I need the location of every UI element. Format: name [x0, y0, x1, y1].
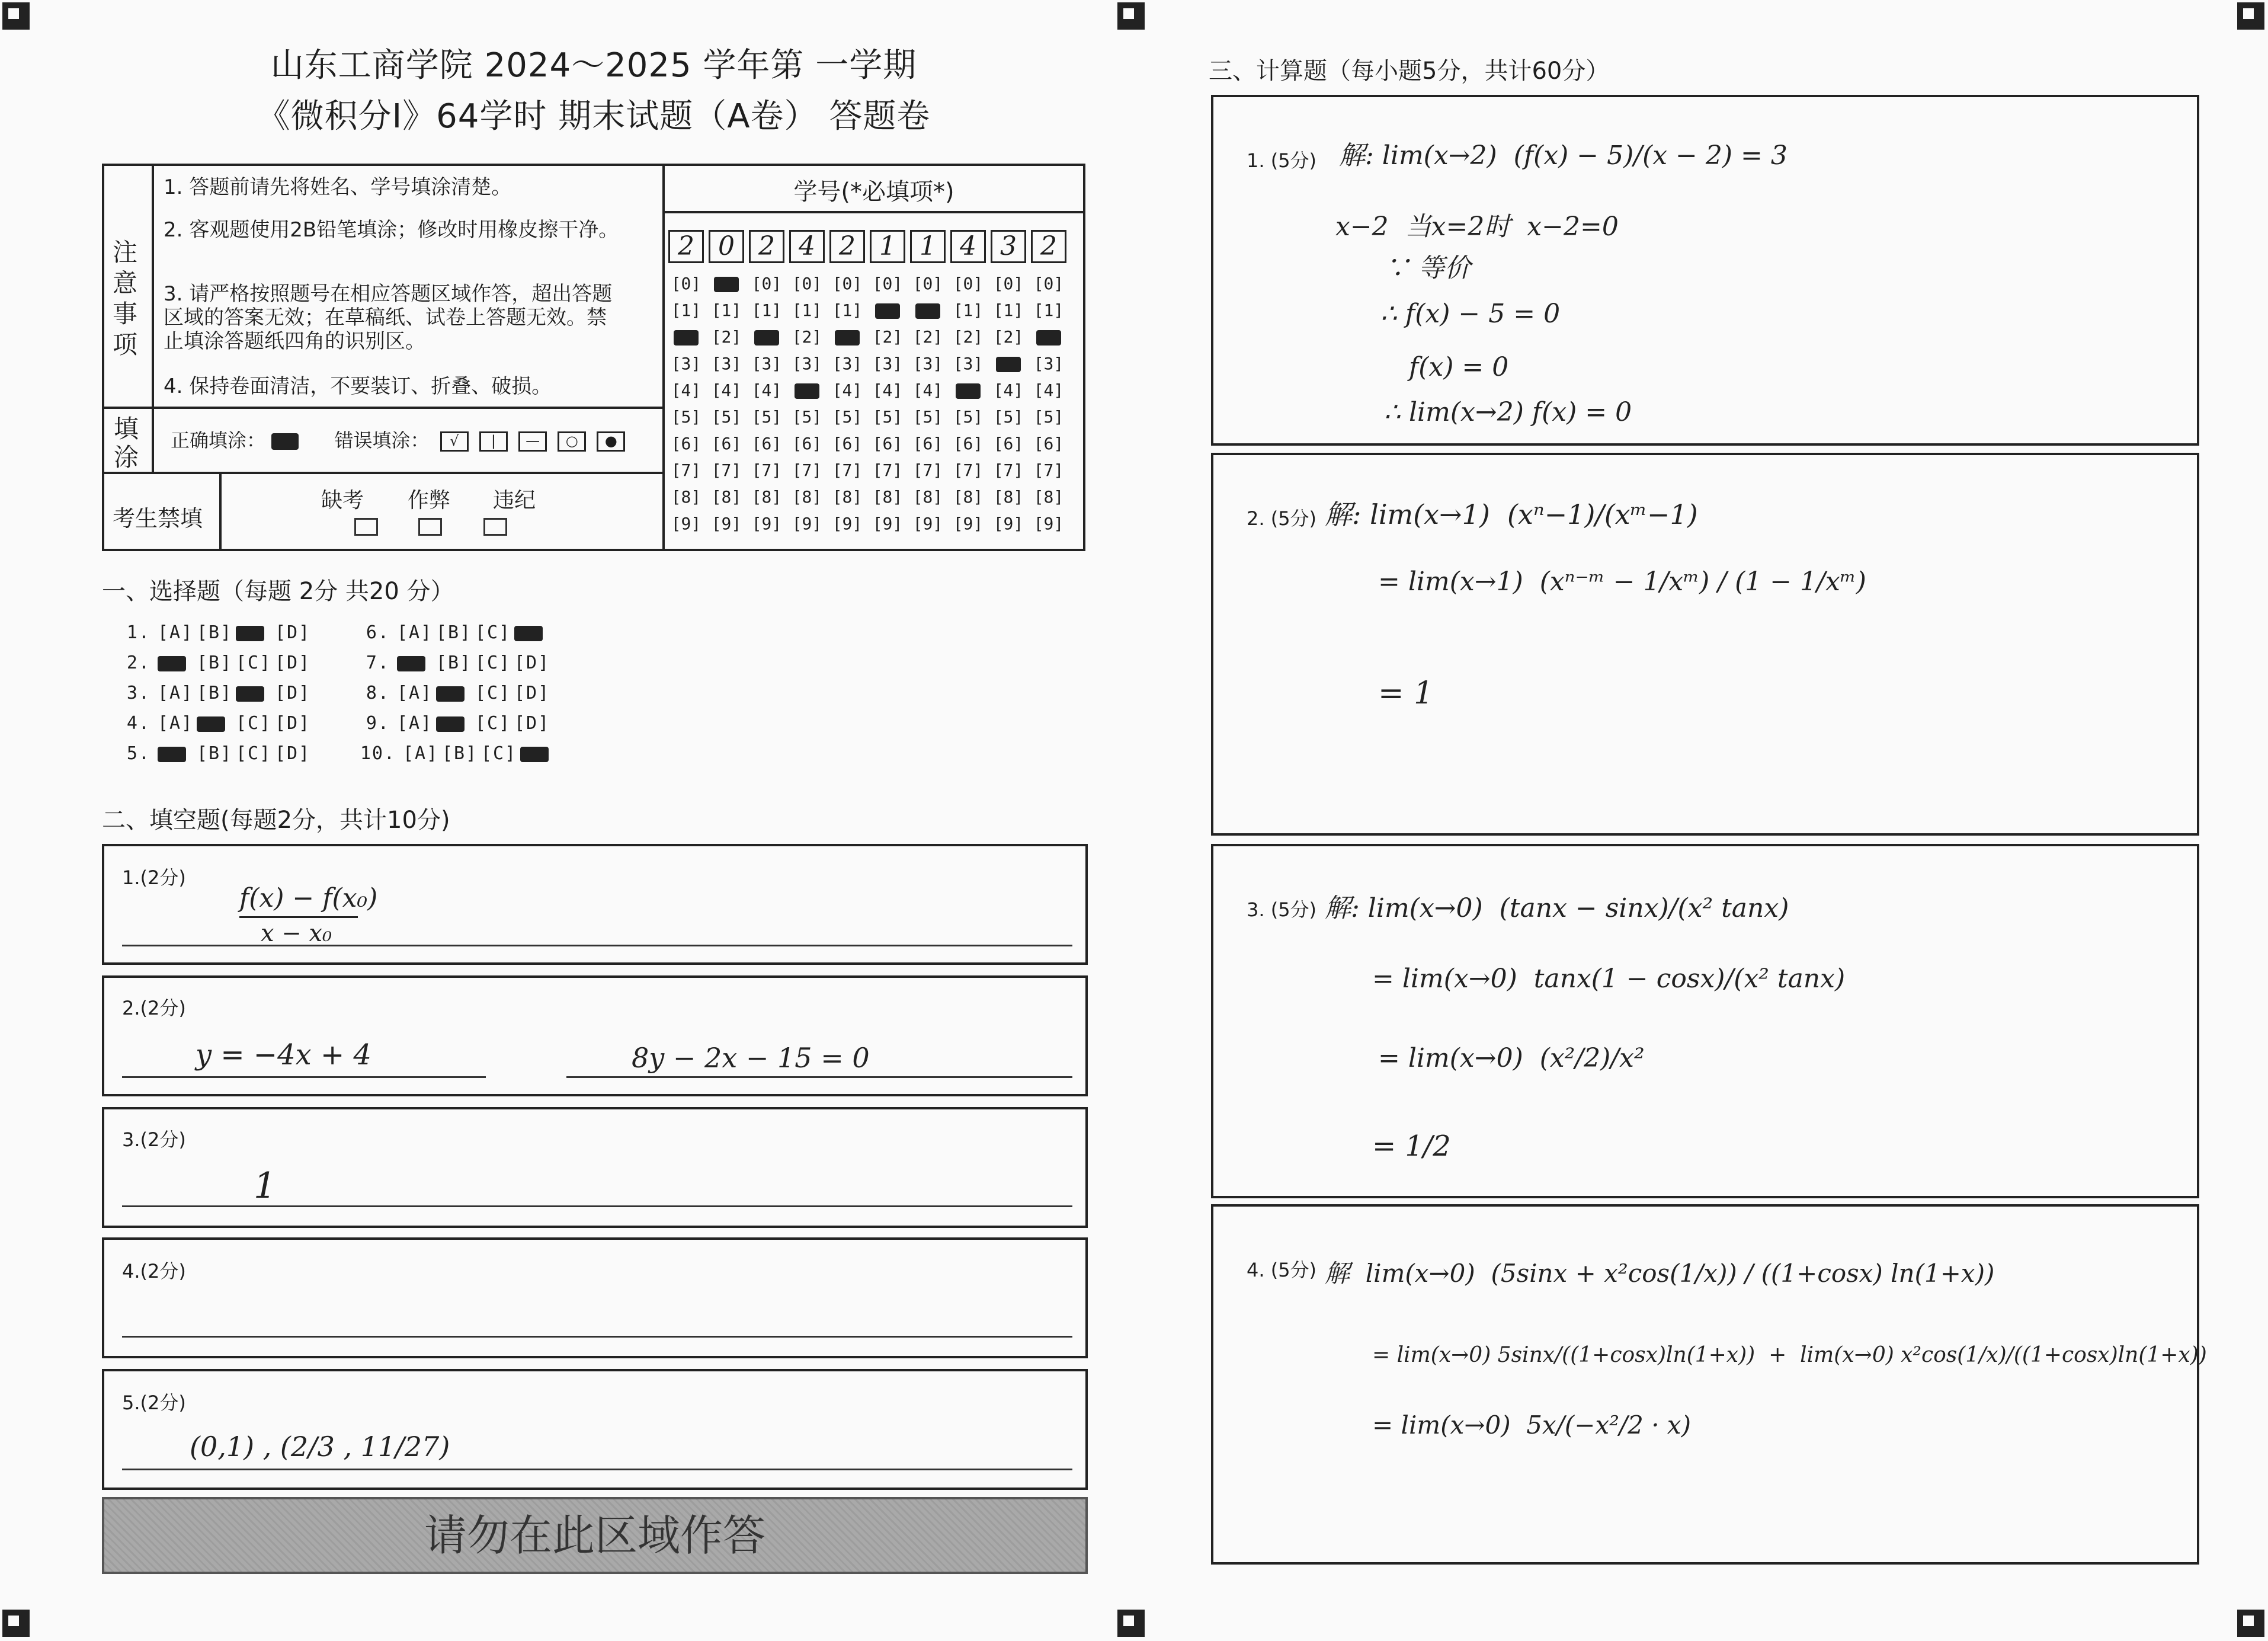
student-id-bubble[interactable]: [3] — [912, 354, 943, 373]
student-id-bubble[interactable]: [8] — [953, 487, 984, 507]
student-id-bubble[interactable]: [7] — [1033, 460, 1064, 480]
student-id-bubble[interactable]: [1] — [1033, 300, 1064, 320]
mc-question-row — [118, 713, 314, 734]
student-id-bubble[interactable]: [0] — [671, 274, 701, 293]
mc-option[interactable]: [A] — [403, 743, 439, 764]
student-id-bubble[interactable]: [3] — [671, 354, 701, 373]
mc-question-number: 4. — [126, 713, 150, 734]
student-id-digit-box[interactable]: 0 — [709, 230, 744, 263]
student-id-bubble[interactable]: [1] — [953, 300, 984, 320]
student-id-bubble[interactable]: [1] — [751, 300, 782, 320]
student-id-bubble[interactable]: [6] — [832, 434, 863, 453]
student-id-bubble-filled[interactable] — [749, 324, 784, 350]
student-id-digit-box[interactable]: 2 — [1031, 230, 1066, 263]
student-id-bubble[interactable]: [6] — [993, 434, 1024, 453]
student-id-digit-box[interactable]: 4 — [950, 230, 986, 263]
student-id-bubble[interactable]: [0] — [953, 274, 984, 293]
mc-option-filled[interactable] — [436, 713, 475, 734]
student-id-bubble-filled[interactable] — [870, 297, 905, 324]
student-id-bubble[interactable]: [6] — [711, 434, 742, 453]
fill-q3-box — [102, 1107, 1088, 1228]
mc-option-filled[interactable] — [397, 652, 436, 673]
mc-option[interactable]: [B] — [442, 743, 478, 764]
calc-q3-line-1: 解: lim(x→0) (tanx − sinx)/(x² tanx) — [1325, 893, 1789, 923]
forbid-label: 考生禁填 — [113, 506, 203, 532]
student-id-column — [789, 270, 825, 537]
student-id-digit-box[interactable]: 3 — [991, 230, 1026, 263]
student-id-column — [870, 270, 905, 537]
fill-q1-denominator: x − x₀ — [261, 920, 332, 947]
mc-option[interactable]: [D] — [275, 622, 311, 643]
fill-q2-answer-a: y = −4x + 4 — [196, 1038, 371, 1071]
student-id-digit-box[interactable]: 1 — [870, 230, 905, 263]
student-id-bubble[interactable]: [8] — [671, 487, 701, 507]
student-id-bubble[interactable]: [9] — [1033, 514, 1064, 533]
mc-option[interactable]: [B] — [436, 622, 472, 643]
student-id-bubble[interactable]: [4] — [993, 380, 1024, 400]
forbid-checkbox-violation[interactable] — [483, 518, 507, 536]
calc-q1-line-5: f(x) = 0 — [1409, 352, 1509, 382]
student-id-bubble[interactable]: [9] — [711, 514, 742, 533]
student-id-bubble[interactable]: [4] — [832, 380, 863, 400]
calc-q1-line-4: ∴ f(x) − 5 = 0 — [1380, 299, 1561, 329]
student-id-bubble[interactable]: [8] — [1033, 487, 1064, 507]
student-id-title: 学号(*必填项*) — [793, 178, 954, 206]
mc-question-row — [358, 713, 553, 734]
student-id-bubble-filled[interactable] — [829, 324, 865, 350]
notice-divider-h1 — [102, 407, 664, 409]
student-id-bubble[interactable]: [0] — [993, 274, 1024, 293]
calc-q3-line-3: = lim(x→0) (x²/2)/x² — [1378, 1043, 1645, 1073]
fill-q1-label: 1.(2分) — [122, 866, 186, 889]
fill-q2-label: 2.(2分) — [122, 997, 186, 1019]
mc-option[interactable]: [D] — [514, 713, 550, 734]
student-id-bubble[interactable]: [4] — [912, 380, 943, 400]
student-id-bubble[interactable]: [2] — [912, 327, 943, 347]
student-id-bubble[interactable]: [6] — [1033, 434, 1064, 453]
student-id-bubble[interactable]: [6] — [953, 434, 984, 453]
forbidden-zone — [102, 1497, 1088, 1574]
student-id-bubble[interactable]: [0] — [912, 274, 943, 293]
student-id-bubble[interactable]: [6] — [912, 434, 943, 453]
forbid-checkbox-absent[interactable] — [354, 518, 378, 536]
mc-option[interactable]: [D] — [275, 743, 311, 764]
student-id-bubble[interactable]: [5] — [953, 407, 984, 427]
student-id-title-rule — [662, 211, 1085, 213]
fill-q2-answer-line-b[interactable] — [566, 1076, 1072, 1078]
forbid-divider-vertical — [219, 472, 222, 551]
student-id-digit-box[interactable]: 2 — [668, 230, 704, 263]
fill-q3-answer-line[interactable] — [122, 1205, 1072, 1207]
student-id-bubble[interactable]: [7] — [872, 460, 903, 480]
notice-divider-h2 — [102, 472, 664, 474]
student-id-bubble[interactable]: [3] — [792, 354, 822, 373]
student-id-bubble[interactable]: [5] — [711, 407, 742, 427]
student-id-column — [709, 270, 744, 537]
mc-option[interactable]: [A] — [158, 683, 194, 703]
student-id-bubble[interactable]: [1] — [671, 300, 701, 320]
student-id-bubble[interactable]: [6] — [671, 434, 701, 453]
student-id-bubble[interactable]: [0] — [872, 274, 903, 293]
mc-option[interactable]: [D] — [275, 652, 311, 673]
notice-item-3: 3. 请严格按照题号在相应答题区域作答，超出答题区域的答案无效；在草稿纸、试卷上答题无效。禁止填涂答题纸四角的识别区。 — [164, 282, 613, 353]
mc-option-filled[interactable] — [236, 622, 275, 643]
mc-option[interactable]: [C] — [475, 683, 511, 703]
student-id-bubble[interactable]: [7] — [711, 460, 742, 480]
student-id-bubble[interactable]: [7] — [671, 460, 701, 480]
calc-q2-line-1: 解: lim(x→1) (xⁿ−1)/(xᵐ−1) — [1325, 498, 1698, 530]
student-id-bubble[interactable]: [3] — [711, 354, 742, 373]
fill-q5-label: 5.(2分) — [122, 1392, 186, 1414]
mc-option[interactable]: [C] — [475, 652, 511, 673]
mc-option[interactable]: [C] — [236, 743, 272, 764]
student-id-bubble[interactable]: [2] — [872, 327, 903, 347]
student-id-bubble[interactable]: [1] — [993, 300, 1024, 320]
mc-option[interactable]: [D] — [275, 713, 311, 734]
student-id-bubble[interactable]: [9] — [872, 514, 903, 533]
student-id-bubble[interactable]: [4] — [1033, 380, 1064, 400]
fill-q3-label: 3.(2分) — [122, 1128, 186, 1151]
student-id-bubble[interactable]: [8] — [993, 487, 1024, 507]
mc-option-filled[interactable] — [514, 622, 553, 643]
corner-marker-top-right — [2237, 2, 2264, 30]
student-id-bubble[interactable]: [4] — [711, 380, 742, 400]
mc-question-row — [358, 622, 553, 643]
student-id-bubble[interactable]: [8] — [912, 487, 943, 507]
mc-option-filled[interactable] — [158, 652, 197, 673]
mc-option[interactable]: [B] — [197, 743, 233, 764]
mc-option[interactable]: [A] — [158, 622, 194, 643]
mc-question-row — [358, 652, 553, 673]
student-id-bubble[interactable]: [8] — [751, 487, 782, 507]
student-id-digit-box[interactable]: 2 — [749, 230, 784, 263]
calc-q2-line-2: = lim(x→1) (xⁿ⁻ᵐ − 1/xᵐ) / (1 − 1/xᵐ) — [1378, 567, 1866, 597]
student-id-bubble[interactable]: [8] — [792, 487, 822, 507]
mc-question-row — [118, 622, 314, 643]
correct-fill-label: 正确填涂： — [171, 429, 266, 452]
fill-q3-answer: 1 — [254, 1165, 277, 1207]
forbid-option-cheat: 作弊 — [408, 488, 451, 513]
mc-option[interactable]: [C] — [481, 743, 517, 764]
fill-q5-answer-line[interactable] — [122, 1469, 1072, 1470]
mc-option[interactable]: [C] — [236, 652, 272, 673]
student-id-bubble[interactable]: [1] — [711, 300, 742, 320]
student-id-bubble[interactable]: [5] — [993, 407, 1024, 427]
mc-option[interactable]: [B] — [197, 622, 233, 643]
student-id-bubble[interactable]: [3] — [872, 354, 903, 373]
mc-option[interactable]: [B] — [197, 652, 233, 673]
notice-divider-mid — [662, 164, 665, 551]
fill-q5-answer: (0,1) , (2/3 , 11/27) — [190, 1431, 450, 1463]
fill-instructions — [171, 426, 625, 453]
student-id-bubble[interactable]: [2] — [953, 327, 984, 347]
calc-q4-line-3: = lim(x→0) 5x/(−x²/2 · x) — [1372, 1410, 1691, 1440]
calc-q2-label: 2. (5分) — [1247, 507, 1317, 530]
mc-option[interactable]: [A] — [397, 683, 433, 703]
fill-q5-box — [102, 1369, 1088, 1490]
student-id-bubble[interactable]: [5] — [671, 407, 701, 427]
mc-option[interactable]: [C] — [475, 713, 511, 734]
student-id-bubble[interactable]: [5] — [751, 407, 782, 427]
mc-option-filled[interactable] — [436, 683, 475, 703]
student-id-digit-box[interactable]: 2 — [829, 230, 865, 263]
wrong-fill-sample-5: ● — [597, 431, 625, 452]
forbid-option-violation: 违纪 — [493, 488, 536, 513]
student-id-bubble-filled[interactable] — [1031, 324, 1066, 350]
wrong-fill-sample-1: √ — [440, 431, 469, 452]
fill-q2-box — [102, 975, 1088, 1096]
student-id-bubble[interactable]: [4] — [671, 380, 701, 400]
student-id-bubble[interactable]: [9] — [751, 514, 782, 533]
mc-question-row — [118, 683, 314, 703]
student-id-bubble[interactable]: [2] — [711, 327, 742, 347]
corner-marker-top-left — [2, 2, 30, 30]
fill-q4-box — [102, 1237, 1088, 1358]
mc-option[interactable]: [B] — [436, 652, 472, 673]
mc-question-number: 5. — [126, 743, 150, 764]
mc-question-number: 6. — [366, 622, 390, 643]
student-id-bubble[interactable]: [6] — [751, 434, 782, 453]
fill-q1-numerator: f(x) − f(x₀) — [239, 883, 378, 913]
student-id-bubble[interactable]: [9] — [993, 514, 1024, 533]
student-id-bubble[interactable]: [1] — [832, 300, 863, 320]
calc-q2-line-3: = 1 — [1378, 676, 1434, 711]
fill-q2-answer-b: 8y − 2x − 15 = 0 — [632, 1042, 870, 1074]
student-id-bubble-filled[interactable] — [910, 297, 946, 324]
student-id-bubble[interactable]: [3] — [953, 354, 984, 373]
fill-side-label: 填涂 — [114, 414, 139, 472]
student-id-bubble[interactable]: [5] — [832, 407, 863, 427]
mc-question-row — [358, 683, 553, 703]
student-id-bubble[interactable]: [4] — [751, 380, 782, 400]
forbid-checkbox-cheat[interactable] — [418, 518, 442, 536]
student-id-column — [829, 270, 865, 537]
mc-option-filled[interactable] — [197, 713, 236, 734]
student-id-bubble[interactable]: [7] — [792, 460, 822, 480]
header-line-1: 山东工商学院 2024～2025 学年第 一学期 — [270, 46, 917, 85]
corner-marker-top-center — [1117, 2, 1145, 30]
mc-question-number: 8. — [366, 683, 390, 703]
student-id-bubble[interactable]: [2] — [792, 327, 822, 347]
student-id-bubble-filled[interactable] — [991, 350, 1026, 377]
student-id-bubble[interactable]: [5] — [872, 407, 903, 427]
student-id-column — [991, 270, 1026, 537]
calc-q4-label: 4. (5分) — [1247, 1259, 1317, 1281]
mc-question-row — [118, 743, 314, 764]
student-id-bubble[interactable]: [4] — [872, 380, 903, 400]
mc-question-number: 7. — [366, 652, 390, 673]
calc-q1-line-1: 解: lim(x→2) (f(x) − 5)/(x − 2) = 3 — [1339, 140, 1788, 171]
student-id-bubble[interactable]: [3] — [1033, 354, 1064, 373]
student-id-bubble-filled[interactable] — [950, 377, 986, 404]
mc-option-filled[interactable] — [520, 743, 559, 764]
calc-q3-label: 3. (5分) — [1247, 898, 1317, 921]
fill-divider-vertical — [152, 407, 154, 473]
mc-question-number: 3. — [126, 683, 150, 703]
wrong-fill-sample-3: — — [518, 431, 547, 452]
corner-marker-bottom-right — [2237, 1610, 2264, 1637]
student-id-bubble[interactable]: [0] — [832, 274, 863, 293]
student-id-bubble[interactable]: [3] — [751, 354, 782, 373]
mc-question-number: 9. — [366, 713, 390, 734]
mc-option[interactable]: [A] — [158, 713, 194, 734]
student-id-bubble[interactable]: [7] — [832, 460, 863, 480]
header-line-2: 《微积分I》64学时 期末试题（A卷） 答题卷 — [257, 97, 931, 136]
student-id-bubble-filled[interactable] — [709, 270, 744, 297]
mc-option[interactable]: [A] — [397, 622, 433, 643]
mc-option[interactable]: [D] — [514, 683, 550, 703]
mc-option[interactable]: [A] — [397, 713, 433, 734]
student-id-bubble[interactable]: [7] — [953, 460, 984, 480]
mc-question-number: 10. — [360, 743, 396, 764]
student-id-bubble-filled[interactable] — [789, 377, 825, 404]
notice-item-1: 1. 答题前请先将姓名、学号填涂清楚。 — [164, 175, 512, 199]
student-id-bubble[interactable]: [5] — [792, 407, 822, 427]
section1-title: 一、选择题（每题 2分 共20 分） — [102, 578, 454, 605]
fill-q1-answer-line[interactable] — [122, 945, 1072, 946]
fill-q4-label: 4.(2分) — [122, 1260, 186, 1282]
mc-question-number: 2. — [126, 652, 150, 673]
mc-option[interactable]: [B] — [197, 683, 233, 703]
calc-q1-label: 1. (5分) — [1247, 149, 1317, 172]
calc-q4-line-2: = lim(x→0) 5sinx/((1+cosx)ln(1+x)) + lim(x→0) x²cos(1/x)/((1+cosx)ln(1+x)) — [1372, 1343, 2207, 1367]
student-id-bubble[interactable]: [8] — [872, 487, 903, 507]
notice-divider-vertical — [152, 164, 154, 409]
student-id-bubble[interactable]: [5] — [1033, 407, 1064, 427]
student-id-bubble[interactable]: [9] — [953, 514, 984, 533]
mc-option[interactable]: [C] — [475, 622, 511, 643]
student-id-bubble[interactable]: [9] — [792, 514, 822, 533]
corner-marker-bottom-left — [2, 1610, 30, 1637]
student-id-bubble[interactable]: [1] — [792, 300, 822, 320]
calc-q1-line-2: x−2 当x=2时 x−2=0 — [1335, 212, 1619, 242]
student-id-column — [668, 270, 704, 537]
student-id-digit-box[interactable]: 4 — [789, 230, 825, 263]
student-id-bubble[interactable]: [2] — [993, 327, 1024, 347]
calc-q1-line-3: ∵ 等价 — [1384, 253, 1471, 283]
student-id-bubble[interactable]: [9] — [671, 514, 701, 533]
mc-question-row — [358, 743, 559, 764]
student-id-bubble[interactable]: [8] — [711, 487, 742, 507]
mc-option[interactable]: [D] — [275, 683, 311, 703]
section2-title: 二、填空题(每题2分，共计10分) — [102, 807, 450, 834]
section3-title: 三、计算题（每小题5分，共计60分） — [1209, 57, 1610, 85]
student-id-bubble[interactable]: [7] — [751, 460, 782, 480]
student-id-bubble-filled[interactable] — [668, 324, 704, 350]
fill-q1-fraction-bar — [239, 916, 358, 918]
student-id-bubble[interactable]: [5] — [912, 407, 943, 427]
calc-q1-line-6: ∴ lim(x→2) f(x) = 0 — [1384, 397, 1632, 427]
notice-item-4: 4. 保持卷面清洁，不要装订、折叠、破损。 — [164, 375, 552, 398]
student-id-bubble[interactable]: [0] — [792, 274, 822, 293]
wrong-fill-sample-4: ○ — [558, 431, 586, 452]
wrong-fill-label: 错误填涂： — [334, 429, 430, 452]
student-id-bubble[interactable]: [8] — [832, 487, 863, 507]
student-id-column — [910, 270, 946, 537]
student-id-bubble[interactable]: [3] — [832, 354, 863, 373]
correct-fill-sample — [271, 433, 299, 450]
student-id-column — [1031, 270, 1066, 537]
student-id-bubble[interactable]: [0] — [1033, 274, 1064, 293]
student-id-bubble[interactable]: [9] — [912, 514, 943, 533]
mc-question-number: 1. — [126, 622, 150, 643]
calc-q4-line-1: 解 lim(x→0) (5sinx + x²cos(1/x)) / ((1+cosx) ln(1+x)) — [1325, 1259, 1995, 1288]
student-id-bubble[interactable]: [0] — [751, 274, 782, 293]
student-id-digit-box[interactable]: 1 — [910, 230, 946, 263]
notice-item-2: 2. 客观题使用2B铅笔填涂；修改时用橡皮擦干净。 — [164, 218, 619, 242]
mc-option[interactable]: [C] — [236, 713, 272, 734]
student-id-bubble[interactable]: [6] — [872, 434, 903, 453]
student-id-column — [749, 270, 784, 537]
student-id-bubble[interactable]: [7] — [912, 460, 943, 480]
notice-side-label: 注意事项 — [113, 238, 138, 359]
calc-q3-line-4: = 1/2 — [1372, 1130, 1451, 1163]
wrong-fill-sample-2: | — [479, 431, 508, 452]
corner-marker-bottom-center — [1117, 1610, 1145, 1637]
forbidden-zone-text: 请勿在此区域作答 — [424, 1511, 765, 1560]
mc-option-filled[interactable] — [236, 683, 275, 703]
forbid-option-absent: 缺考 — [321, 488, 364, 513]
calc-q3-line-2: = lim(x→0) tanx(1 − cosx)/(x² tanx) — [1372, 964, 1846, 994]
student-id-column — [950, 270, 986, 537]
mc-option-filled[interactable] — [158, 743, 197, 764]
fill-q2-answer-line-a[interactable] — [122, 1076, 486, 1078]
student-id-bubble[interactable]: [7] — [993, 460, 1024, 480]
fill-q4-answer-line[interactable] — [122, 1336, 1072, 1338]
student-id-bubble[interactable]: [9] — [832, 514, 863, 533]
mc-question-row — [118, 652, 314, 673]
student-id-bubble[interactable]: [6] — [792, 434, 822, 453]
mc-option[interactable]: [D] — [514, 652, 550, 673]
